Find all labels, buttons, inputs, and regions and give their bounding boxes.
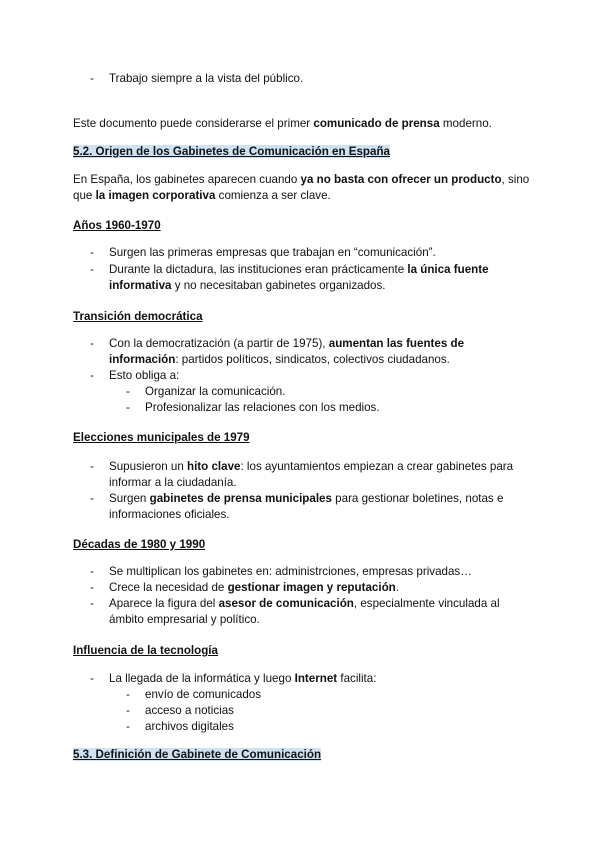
- bullet-dash: -: [90, 263, 94, 276]
- list-item: [90, 245, 530, 261]
- list-item: [90, 491, 530, 523]
- heading-influencia-tecnologia: Influencia de la tecnología: [73, 644, 218, 657]
- sub-list-item: [126, 384, 526, 400]
- bullet-dash: -: [126, 385, 130, 398]
- heading-decadas-1980-1990: Décadas de 1980 y 1990: [73, 538, 206, 551]
- list-item: [90, 564, 530, 580]
- list-item: [90, 580, 530, 596]
- sub-list-item-text: Profesionalizar las relaciones con los medios.: [145, 401, 380, 414]
- list-item: [90, 368, 530, 384]
- list-item: [90, 459, 530, 491]
- intro-paragraph: Este documento puede considerarse el primer comunicado de prensa moderno.: [73, 117, 492, 130]
- list-item-text: Con la democratización (a partir de 1975), aumentan las fuentes de información: partidos políticos, sindicatos, colectivos ciudadanos.: [109, 337, 465, 366]
- heading-anos-1960-1970: Años 1960-1970: [73, 219, 161, 232]
- bullet-dash: -: [90, 565, 94, 578]
- list-item-text: Esto obliga a:: [109, 369, 180, 382]
- sub-list-item: [126, 719, 526, 735]
- bullet-dash: -: [90, 460, 94, 473]
- section-title-5-2: 5.2. Origen de los Gabinetes de Comunicación en España: [73, 145, 390, 158]
- heading-transicion-democratica: Transición democrática: [73, 310, 203, 323]
- list-item: [90, 71, 530, 87]
- list-item-text: Surgen las primeras empresas que trabajan en “comunicación”.: [109, 246, 436, 259]
- sub-list-item: [126, 703, 526, 719]
- sub-list-item-text: envío de comunicados: [145, 688, 262, 701]
- section-title-5-3: 5.3. Definición de Gabinete de Comunicación: [73, 748, 322, 761]
- list-item-text: Surgen gabinetes de prensa municipales para gestionar boletines, notas e informaciones oficiales.: [109, 492, 504, 521]
- bullet-dash: -: [90, 337, 94, 350]
- bullet-dash: -: [90, 672, 94, 685]
- list-item-text: Aparece la figura del asesor de comunicación, especialmente vinculada al ámbito empresarial y político.: [109, 597, 500, 626]
- list-item-text: Se multiplican los gabinetes en: administrciones, empresas privadas…: [109, 565, 472, 578]
- bullet-dash: -: [90, 72, 94, 85]
- bullet-dash: -: [90, 492, 94, 505]
- sub-list-item-text: acceso a noticias: [145, 704, 234, 717]
- list-item-text: Crece la necesidad de gestionar imagen y reputación.: [109, 581, 399, 594]
- sub-list-item-text: archivos digitales: [145, 720, 234, 733]
- sub-list-item-text: Organizar la comunicación.: [145, 385, 286, 398]
- list-item-text: Supusieron un hito clave: los ayuntamientos empiezan a crear gabinetes para informar a la ciudadanía.: [109, 460, 514, 489]
- bullet-dash: -: [90, 246, 94, 259]
- bullet-dash: -: [126, 688, 130, 701]
- bullet-dash: -: [90, 597, 94, 610]
- bullet-dash: -: [90, 369, 94, 382]
- list-item-text: Trabajo siempre a la vista del público.: [109, 72, 304, 85]
- sub-list-item: [126, 687, 526, 703]
- heading-elecciones-1979: Elecciones municipales de 1979: [73, 431, 250, 444]
- list-item-text: Durante la dictadura, las instituciones eran prácticamente la única fuente informativa y no necesitaban gabinetes organizados.: [109, 263, 489, 292]
- section-5-2-paragraph: En España, los gabinetes aparecen cuando ya no basta con ofrecer un producto, sino que la imagen corporativa comienza a ser clave.: [73, 173, 530, 202]
- list-item-text: La llegada de la informática y luego Internet facilita:: [109, 672, 377, 685]
- bullet-dash: -: [126, 704, 130, 717]
- sub-list-item: [126, 400, 526, 416]
- bullet-dash: -: [90, 581, 94, 594]
- list-item: [90, 671, 530, 687]
- list-item: [90, 262, 530, 294]
- list-item: [90, 596, 530, 628]
- bullet-dash: -: [126, 720, 130, 733]
- bullet-dash: -: [126, 401, 130, 414]
- list-item: [90, 336, 530, 368]
